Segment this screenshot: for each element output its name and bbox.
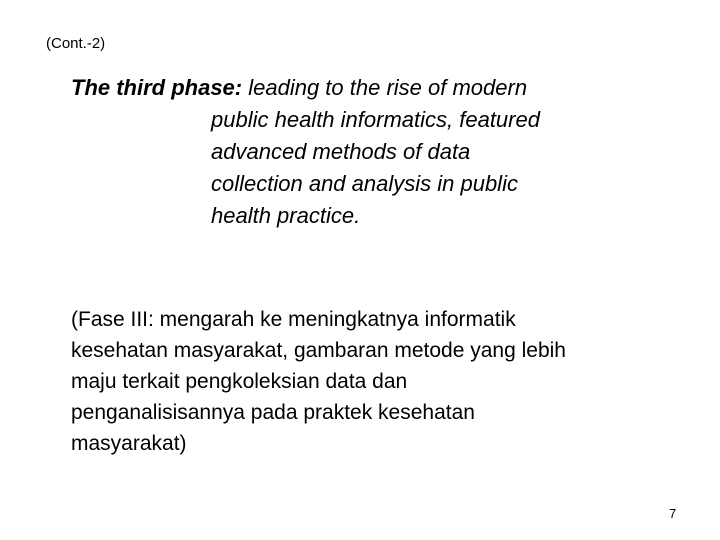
phase-line: health practice.: [211, 203, 361, 228]
phase-heading: The third phase:: [71, 75, 243, 100]
page-number: 7: [669, 506, 677, 521]
translation-line: (Fase III: mengarah ke meningkatnya informatik: [71, 308, 516, 331]
translation-line: penganalisisannya pada praktek kesehatan: [71, 401, 475, 424]
phase-first-line: [71, 72, 671, 104]
translation-line: maju terkait pengkoleksian data dan: [71, 370, 408, 393]
third-phase-description: [71, 72, 671, 232]
continuation-label: (Cont.-2): [46, 35, 106, 52]
phase-line: advanced methods of data: [211, 139, 471, 164]
translation-line: masyarakat): [71, 432, 187, 455]
phase-first-line-text: leading to the rise of modern: [242, 75, 528, 100]
indonesian-translation: [71, 304, 711, 459]
phase-line: collection and analysis in public: [211, 171, 518, 196]
translation-line: kesehatan masyarakat, gambaran metode yang lebih: [71, 339, 566, 362]
phase-line: public health informatics, featured: [211, 107, 540, 132]
